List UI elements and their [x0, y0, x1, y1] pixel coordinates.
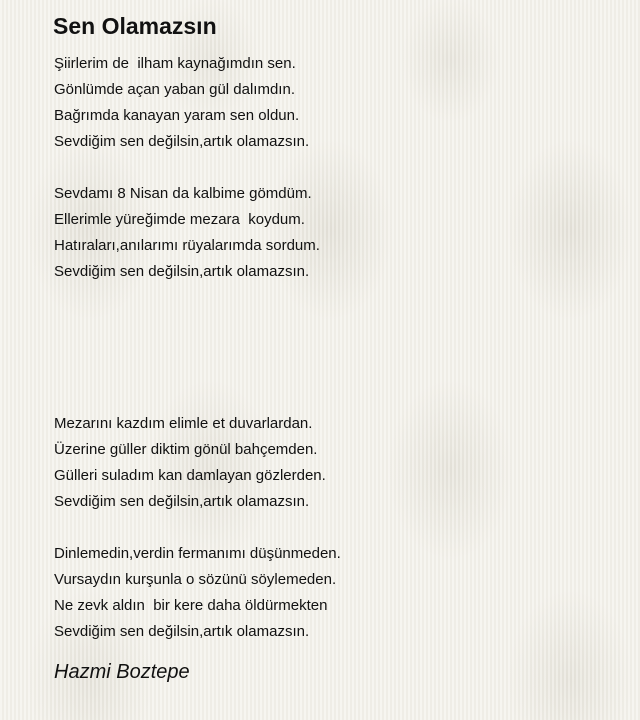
poem-line: Hatıraları,anılarımı rüyalarımda sordum.	[54, 237, 320, 254]
poem-title: Sen Olamazsın	[53, 13, 217, 39]
poem-line: Bağrımda kanayan yaram sen oldun.	[54, 107, 300, 124]
poem-line: Vursaydın kurşunla o sözünü söylemeden.	[54, 571, 337, 588]
poem-line: Sevdamı 8 Nisan da kalbime gömdüm.	[54, 185, 312, 202]
poem-author: Hazmi Boztepe	[54, 661, 190, 683]
poem-line: Ellerimle yüreğimde mezara koydum.	[54, 211, 305, 228]
poem-line: Sevdiğim sen değilsin,artık olamazsın.	[54, 263, 310, 280]
stanza-3	[54, 411, 326, 515]
poem-line: Şiirlerim de ilham kaynağımdın sen.	[54, 55, 296, 72]
poem-line: Gönlümde açan yaban gül dalımdın.	[54, 81, 295, 98]
poem-line: Sevdiğim sen değilsin,artık olamazsın.	[54, 493, 310, 510]
poem-line: Ne zevk aldın bir kere daha öldürmekten	[54, 597, 328, 614]
stanza-2	[54, 181, 320, 285]
stanza-1	[54, 51, 309, 155]
poem-line: Gülleri suladım kan damlayan gözlerden.	[54, 467, 326, 484]
poem-line: Mezarını kazdım elimle et duvarlardan.	[54, 415, 313, 432]
stanza-4	[54, 541, 341, 645]
poem-line: Üzerine güller diktim gönül bahçemden.	[54, 441, 318, 458]
poem-line: Sevdiğim sen değilsin,artık olamazsın.	[54, 133, 310, 150]
poem-line: Dinlemedin,verdin fermanımı düşünmeden.	[54, 545, 341, 562]
poem-line: Sevdiğim sen değilsin,artık olamazsın.	[54, 623, 310, 640]
